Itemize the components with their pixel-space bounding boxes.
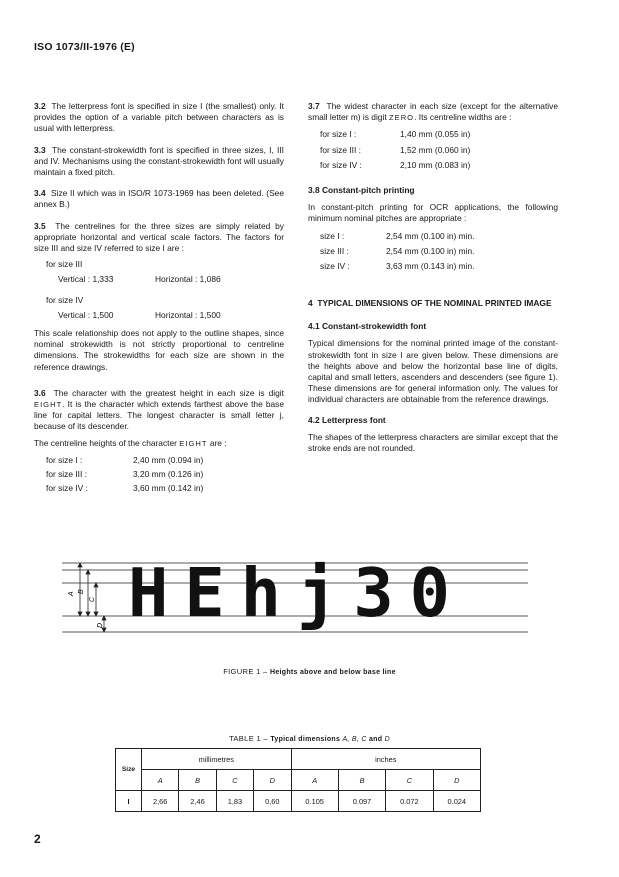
paragraph-4-1: Typical dimensions for the nominal printed image of the constant-strokewidth font in size I are given below. These dimensions are the heights above and below the horizontal base line of digits, capital and small letters, ascenders and descenders (see figure 1). These dimensions are for general information only. The values for individual characters are obtainable from the reference drawings. — [308, 338, 558, 405]
table-caption — [0, 734, 619, 743]
item-label: size III : — [320, 245, 349, 256]
table-cell: 0.024 — [433, 791, 480, 812]
heading-4-2: 4.2 Letterpress font — [308, 414, 386, 425]
list-item — [320, 246, 558, 257]
clause-number: 3.7 — [308, 101, 320, 111]
table-header-row — [116, 749, 481, 770]
paragraph-3-6-c — [34, 438, 284, 449]
list-item — [46, 469, 284, 480]
item-label: size I : — [320, 230, 345, 241]
paragraph-3-4 — [34, 188, 284, 210]
paragraph-3-3 — [34, 145, 284, 179]
list-item — [320, 160, 558, 171]
table-cell: 1,83 — [216, 791, 253, 812]
arrowhead — [86, 570, 90, 574]
clause-number: 3.4 — [34, 188, 46, 199]
list-item — [320, 261, 558, 272]
dim-label-b: B — [78, 589, 85, 594]
figure-drawing — [0, 548, 619, 658]
item-value: 2,40 mm (0.094 in) — [133, 454, 204, 465]
page-number: 2 — [34, 832, 41, 846]
paragraph-3-5 — [34, 221, 284, 255]
item-value: 3,60 mm (0.142 in) — [133, 483, 204, 494]
col-header: B — [179, 770, 216, 791]
item-label: for size IV : — [46, 483, 88, 494]
horizontal-factor: Horizontal : 1,500 — [155, 309, 221, 320]
paragraph-text: Size II which was in ISO/R 1073-1969 has been deleted. (See annex B.) — [34, 188, 284, 210]
item-value: 3,63 mm (0.143 in) min. — [386, 261, 475, 272]
item-label: for size III : — [46, 469, 87, 480]
item-label: for size I : — [46, 454, 83, 465]
eight-word: EIGHT — [179, 438, 208, 448]
widths-list — [308, 129, 558, 171]
list-item — [320, 145, 558, 156]
clause-number: 3.6 — [34, 387, 46, 398]
section-4-heading — [308, 298, 558, 309]
paragraph-3-6 — [34, 388, 284, 433]
figure-1 — [0, 548, 619, 658]
clause-number: 3.3 — [34, 144, 46, 155]
table-cell: 0.072 — [386, 791, 433, 812]
size3-label: for size III — [46, 259, 83, 270]
arrowhead — [78, 563, 82, 567]
paragraph-text: The centrelines for the three sizes are simply related by appropriate horizontal and vertical scale factors. The factors for size III and size IV referred to size I are : — [34, 220, 284, 254]
caption-italic: A, B, C — [342, 736, 367, 743]
horizontal-factor: Horizontal : 1,086 — [155, 274, 221, 285]
zero-word: ZERO — [388, 113, 415, 123]
row-size: I — [116, 791, 142, 812]
vertical-factor: Vertical : 1,500 — [58, 309, 114, 320]
col-header: A — [291, 770, 338, 791]
table-cell: 2,66 — [142, 791, 179, 812]
col-header: C — [216, 770, 253, 791]
list-item — [46, 483, 284, 494]
paragraph-text: The centreline heights of the character — [34, 437, 177, 448]
right-column — [308, 101, 558, 462]
caption-title: Typical dimensions — [270, 736, 343, 743]
paragraph-4-2: The shapes of the letterpress characters are similar except that the stroke ends are not rounded. — [308, 431, 558, 454]
arrowhead — [102, 616, 106, 620]
dim-label-a: A — [68, 591, 75, 596]
dimensions-table — [115, 748, 481, 812]
paragraph-text: The widest character in each size (except for the alternative small letter m) is digit — [308, 101, 558, 123]
item-label: for size III : — [320, 144, 361, 155]
table-cell: 0.105 — [291, 791, 338, 812]
arrowhead — [94, 612, 98, 616]
item-value: 1,52 mm (0.060 in) — [400, 144, 471, 155]
table-row — [116, 791, 481, 812]
caption-label: FIGURE 1 – — [223, 667, 270, 676]
heights-list — [34, 455, 284, 495]
item-value: 2,10 mm (0.083 in) — [400, 159, 471, 170]
size4-label: for size IV — [46, 294, 84, 305]
clause-number: 3.5 — [34, 220, 46, 231]
paragraph-text: are : — [209, 437, 227, 448]
col-header: B — [338, 770, 385, 791]
dim-label-c: C — [89, 596, 96, 602]
col-header: A — [142, 770, 179, 791]
arrowhead — [94, 583, 98, 587]
paragraph-text: . It is the character which extends farthest above the base line for capital letters. The longest character is small letter j, because of its descender. — [34, 399, 284, 432]
caption-italic: D — [384, 736, 390, 743]
list-item — [320, 129, 558, 140]
dim-label-d: D — [97, 622, 104, 628]
group-in-header: inches — [291, 749, 481, 770]
item-label: for size IV : — [320, 159, 362, 170]
document-header: ISO 1073/II-1976 (E) — [34, 41, 135, 53]
size3-factors — [34, 274, 284, 285]
arrowhead — [78, 612, 82, 616]
paragraph-3-8: In constant-pitch printing for OCR applications, the following minimum nominal pitches are appropriate : — [308, 202, 558, 224]
caption-label: TABLE 1 – — [229, 734, 271, 743]
figure-caption — [0, 667, 619, 676]
heading-3-8: 3.8 Constant-pitch printing — [308, 185, 415, 196]
caption-title: Heights above and below base line — [269, 669, 396, 676]
size-header: Size — [116, 749, 142, 791]
list-item — [320, 231, 558, 242]
caption-title: and — [366, 736, 385, 743]
list-item — [46, 455, 284, 466]
table-cell: 2,46 — [179, 791, 216, 812]
sample-glyphs: HEhj30 — [128, 554, 467, 632]
item-value: 1,40 mm (0.055 in) — [400, 129, 471, 140]
paragraph-text: . Its centreline widths are : — [414, 112, 512, 123]
heading-4-1: 4.1 Constant-strokewidth font — [308, 321, 427, 332]
paragraph-text: The character with the greatest height in each size is digit — [53, 387, 284, 398]
section-number: 4 — [308, 298, 313, 309]
item-label: for size I : — [320, 129, 357, 140]
table-cell: 0.097 — [338, 791, 385, 812]
item-value: 3,20 mm (0.126 in) — [133, 469, 204, 480]
table-subheader-row — [116, 770, 481, 791]
pitches-list — [308, 231, 558, 273]
eight-word: EIGHT — [34, 400, 63, 410]
item-value: 2,54 mm (0.100 in) min. — [386, 245, 475, 256]
vertical-factor: Vertical : 1,333 — [58, 274, 114, 285]
arrowhead — [86, 612, 90, 616]
paragraph-3-7 — [308, 101, 558, 123]
item-label: size IV : — [320, 261, 350, 272]
col-header: C — [386, 770, 433, 791]
clause-number: 3.2 — [34, 101, 46, 111]
table-cell: 0,60 — [254, 791, 291, 812]
paragraph-3-2 — [34, 101, 284, 135]
col-header: D — [254, 770, 291, 791]
paragraph-text: The constant-strokewidth font is specified in three sizes, I, III and IV. Mechanisms using the constant-strokewidth font will usually maintain a fixed pitch. — [34, 144, 284, 178]
paragraph-text: The letterpress font is specified in size I (the smallest) only. It provides the option of a variable pitch between characters as is usual with letterpress. — [34, 101, 284, 134]
paragraph-3-5-b: This scale relationship does not apply to the outline shapes, since nominal strokewidth is not strictly proportional to centreline dimensions. The strokewidths for each size are shown in the reference drawings. — [34, 328, 284, 372]
group-mm-header: millimetres — [142, 749, 292, 770]
section-title: TYPICAL DIMENSIONS OF THE NOMINAL PRINTED IMAGE — [317, 298, 552, 309]
item-value: 2,54 mm (0.100 in) min. — [386, 230, 475, 241]
left-column — [34, 101, 284, 494]
size4-factors — [34, 310, 284, 321]
col-header: D — [433, 770, 480, 791]
